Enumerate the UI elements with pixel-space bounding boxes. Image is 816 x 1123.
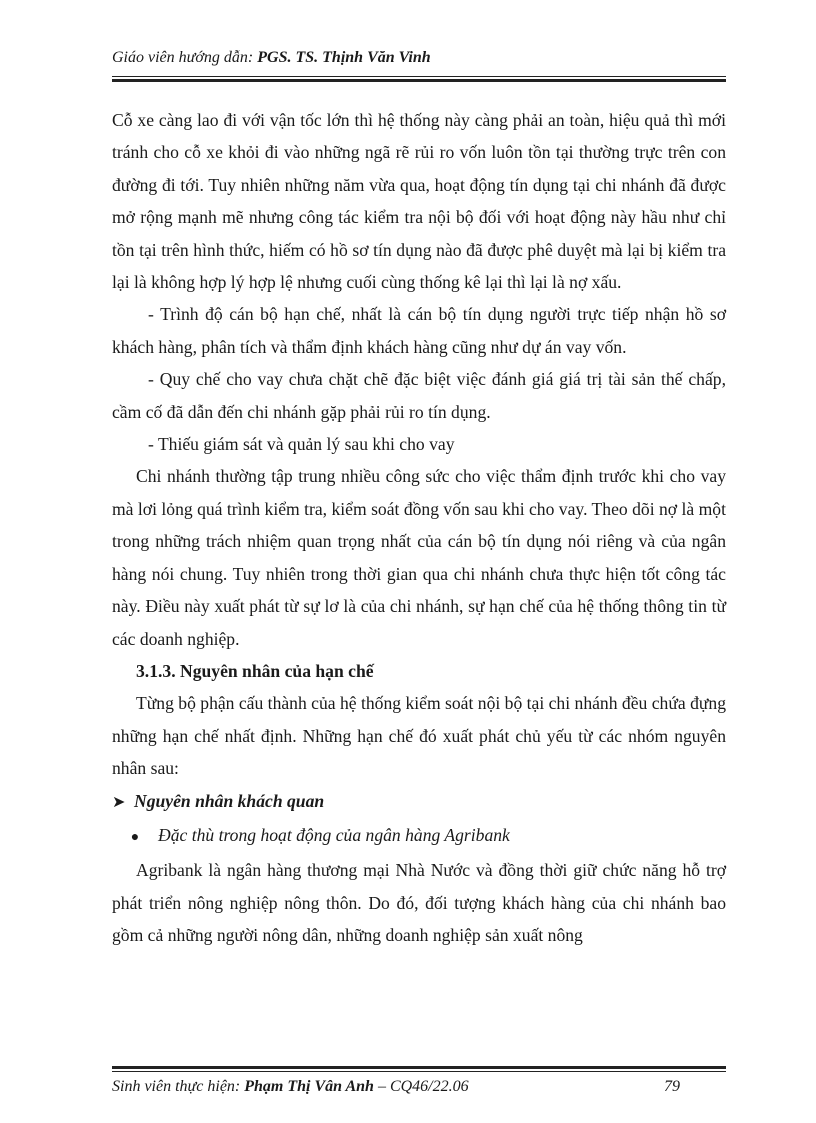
paragraph-1: Cỗ xe càng lao đi với vận tốc lớn thì hệ thống này càng phải an toàn, hiệu quả thì mới tránh cho cỗ xe khỏi đi vào những ngã rẽ rủi ro vốn luôn tồn tại thường trực trên con đường đi tới. Tuy nhiên những năm vừa qua, hoạt động tín dụng tại chi nhánh đã được mở rộng mạnh mẽ nhưng công tác kiểm tra nội bộ đối với hoạt động này hầu như chỉ tồn tại trên hình thức, hiếm có hồ sơ tín dụng nào đã được phê duyệt mà lại bị kiểm tra lại là không hợp lý hợp lệ nhưng cuối cùng thống kê lại thì lại là nợ xấu. xyxy=(112,110,726,293)
page-header xyxy=(112,46,726,70)
footer-label: Sinh viên thực hiện: xyxy=(112,1078,241,1095)
paragraph-4: - Thiếu giám sát và quản lý sau khi cho vay xyxy=(148,434,455,455)
footer-student-name: Phạm Thị Vân Anh xyxy=(244,1078,374,1095)
footer-rule-thick xyxy=(112,1066,726,1069)
bullet-item-agribank xyxy=(112,819,726,854)
paragraph-6: Từng bộ phận cấu thành của hệ thống kiểm soát nội bộ tại chi nhánh đều chứa đựng những hạn chế nhất định. Những hạn chế đó xuất phát chủ yếu từ các nhóm nguyên nhân sau: xyxy=(112,693,726,779)
header-rule-thin xyxy=(112,76,726,77)
paragraph-7: Agribank là ngân hàng thương mại Nhà Nước và đồng thời giữ chức năng hỗ trợ phát triển nông nghiệp nông thôn. Do đó, đối tượng khách hàng của chi nhánh bao gồm cả những người nông dân, những doanh nghiệp sản xuất nông xyxy=(112,860,726,946)
subheading-objective-causes xyxy=(112,785,726,819)
arrow-bullet-icon: ➤ xyxy=(112,793,126,811)
bullet-item-label: Đặc thù trong hoạt động của ngân hàng Agribank xyxy=(158,824,510,845)
section-heading: 3.1.3. Nguyên nhân của hạn chế xyxy=(136,660,374,681)
paragraph-2: - Trình độ cán bộ hạn chế, nhất là cán bộ tín dụng người trực tiếp nhận hồ sơ khách hàng, phân tích và thẩm định khách hàng cũng như dự án vay vốn. xyxy=(112,304,726,357)
page-footer xyxy=(112,1075,726,1099)
page-body xyxy=(112,104,726,952)
subheading-objective-label: Nguyên nhân khách quan xyxy=(134,790,325,811)
paragraph-3: - Quy chế cho vay chưa chặt chẽ đặc biệt việc đánh giá giá trị tài sản thế chấp, cầm cố đã dẫn đến chi nhánh gặp phải rủi ro tín dụng. xyxy=(112,369,726,422)
header-advisor-name: PGS. TS. Thịnh Văn Vinh xyxy=(257,49,431,66)
paragraph-5: Chi nhánh thường tập trung nhiều công sức cho việc thẩm định trước khi cho vay mà lơi lỏng quá trình kiểm tra, kiểm soát đồng vốn sau khi cho vay. Theo dõi nợ là một trong những trách nhiệm quan trọng nhất của cán bộ tín dụng nói riêng và của ngân hàng nói chung. Tuy nhiên trong thời gian qua chi nhánh chưa thực hiện tốt công tác này. Điều này xuất phát từ sự lơ là của chi nhánh, sự hạn chế của hệ thống thông tin từ các doanh nghiệp. xyxy=(112,466,726,649)
header-rule-thick xyxy=(112,79,726,82)
header-label: Giáo viên hướng dẫn: xyxy=(112,49,254,66)
page-number: 79 xyxy=(664,1078,680,1095)
footer-rule-thin xyxy=(112,1071,726,1072)
dot-bullet-icon: ● xyxy=(130,829,140,845)
footer-class-code: – CQ46/22.06 xyxy=(377,1078,469,1095)
